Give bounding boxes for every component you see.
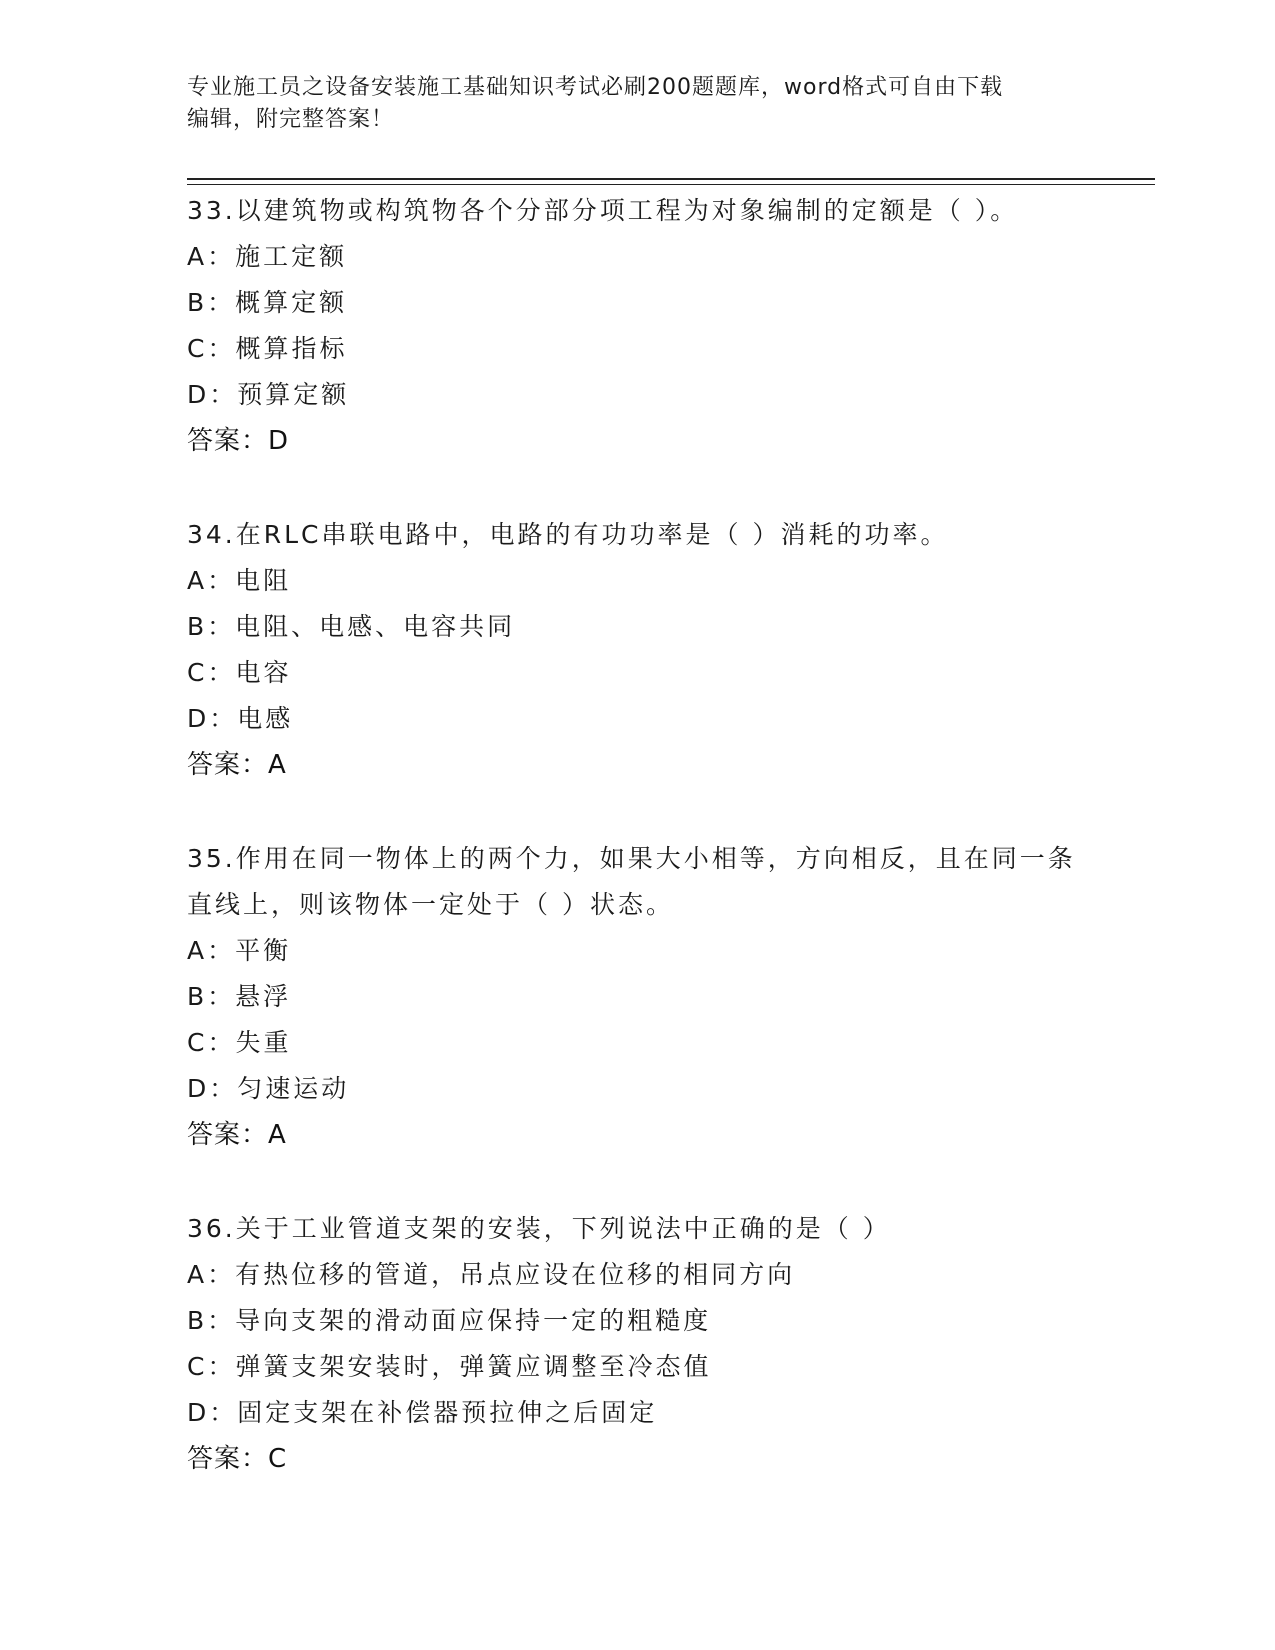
option-a: A：平衡 [187,936,292,965]
question-34 [187,512,1087,788]
header-line-2: 编辑，附完整答案！ [187,107,395,132]
option-c: C：电容 [187,658,292,687]
question-list [187,188,1087,1530]
option-d: D：匀速运动 [187,1074,350,1103]
document-header [187,72,1087,136]
question-text: 34.在RLC串联电路中，电路的有功功率是（ ）消耗的功率。 [187,520,949,549]
answer: 答案：C [187,1444,288,1474]
option-b: B：悬浮 [187,982,292,1011]
question-text: 33.以建筑物或构筑物各个分部分项工程为对象编制的定额是（ ）。 [187,196,1019,225]
header-divider-thin [187,184,1155,185]
option-c: C：弹簧支架安装时，弹簧应调整至冷态值 [187,1352,712,1381]
option-c: C：失重 [187,1028,292,1057]
question-text: 36.关于工业管道支架的安装，下列说法中正确的是（ ） [187,1214,891,1243]
question-33 [187,188,1087,464]
answer: 答案：D [187,426,290,456]
option-d: D：固定支架在补偿器预拉伸之后固定 [187,1398,658,1427]
option-a: A：施工定额 [187,242,348,271]
option-b: B：电阻、电感、电容共同 [187,612,516,641]
header-line-1: 专业施工员之设备安装施工基础知识考试必刷200题题库，word格式可自由下载 [187,75,1004,100]
answer: 答案：A [187,1120,287,1150]
answer: 答案：A [187,750,287,780]
option-a: A：电阻 [187,566,292,595]
option-d: D：预算定额 [187,380,350,409]
option-a: A：有热位移的管道，吊点应设在位移的相同方向 [187,1260,796,1289]
question-35 [187,836,1087,1158]
question-36 [187,1206,1087,1482]
header-divider-thick [187,178,1155,180]
option-b: B：概算定额 [187,288,348,317]
question-text: 35.作用在同一物体上的两个力，如果大小相等，方向相反，且在同一条直线上，则该物体一定处于（ ）状态。 [187,844,1076,919]
option-d: D：电感 [187,704,294,733]
option-b: B：导向支架的滑动面应保持一定的粗糙度 [187,1306,712,1335]
option-c: C：概算指标 [187,334,348,363]
